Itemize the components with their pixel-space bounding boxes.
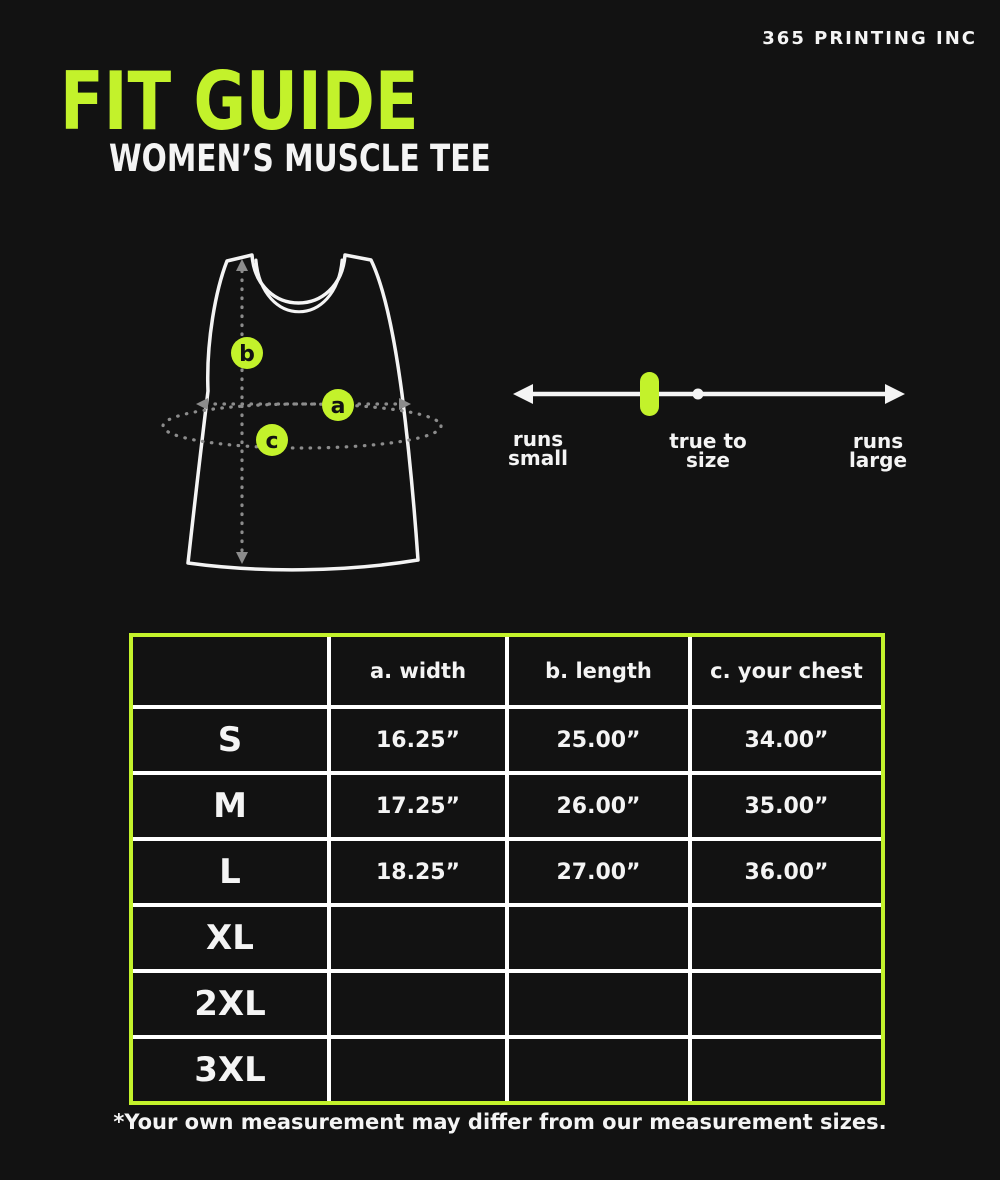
length-value: 27.00” [509,841,688,903]
fit-scale-label-runs-large: runs large [848,429,908,472]
size-chart-table [129,633,885,1105]
length-value: 25.00” [509,709,688,771]
size-label: M [133,775,327,837]
width-value: 16.25” [331,709,505,771]
true-to-size-tick [693,389,704,400]
column-header-empty [133,637,327,705]
muscle-tee-diagram [140,243,470,587]
arrow-down-icon [236,552,248,564]
chest-value: 35.00” [692,775,881,837]
size-label: XL [133,907,327,969]
arrow-left-icon [196,398,208,410]
width-value [331,973,505,1035]
chest-value: 34.00” [692,709,881,771]
length-value: 26.00” [509,775,688,837]
arrow-up-icon [236,259,248,271]
page-title: FIT GUIDE [60,55,419,148]
column-header-length: b. length [509,637,688,705]
shirt-outline [188,255,418,570]
width-value: 18.25” [331,841,505,903]
chest-value: 36.00” [692,841,881,903]
column-header-width: a. width [331,637,505,705]
fit-scale-label-runs-small: runs small [508,427,568,470]
size-label: 3XL [133,1039,327,1101]
size-label: S [133,709,327,771]
arrow-right-icon [885,384,905,404]
width-value: 17.25” [331,775,505,837]
width-value [331,1039,505,1101]
chest-value [692,973,881,1035]
measurement-disclaimer: *Your own measurement may differ from our measurement sizes. [113,1110,887,1134]
fit-scale [500,360,920,422]
length-value [509,973,688,1035]
width-value [331,907,505,969]
arrow-left-icon [513,384,533,404]
brand-name: 365 PRINTING INC [762,28,977,49]
marker-c-label: c [265,429,279,454]
marker-b-label: b [239,342,255,367]
length-value [509,1039,688,1101]
chest-value [692,1039,881,1101]
chest-value [692,907,881,969]
size-label: L [133,841,327,903]
length-value [509,907,688,969]
page-subtitle: WOMEN’S MUSCLE TEE [109,137,491,180]
size-label: 2XL [133,973,327,1035]
fit-scale-label-true-to-size: true to size [669,429,747,472]
column-header-chest: c. your chest [692,637,881,705]
marker-a-label: a [330,394,346,419]
fit-marker-pill [640,372,659,416]
